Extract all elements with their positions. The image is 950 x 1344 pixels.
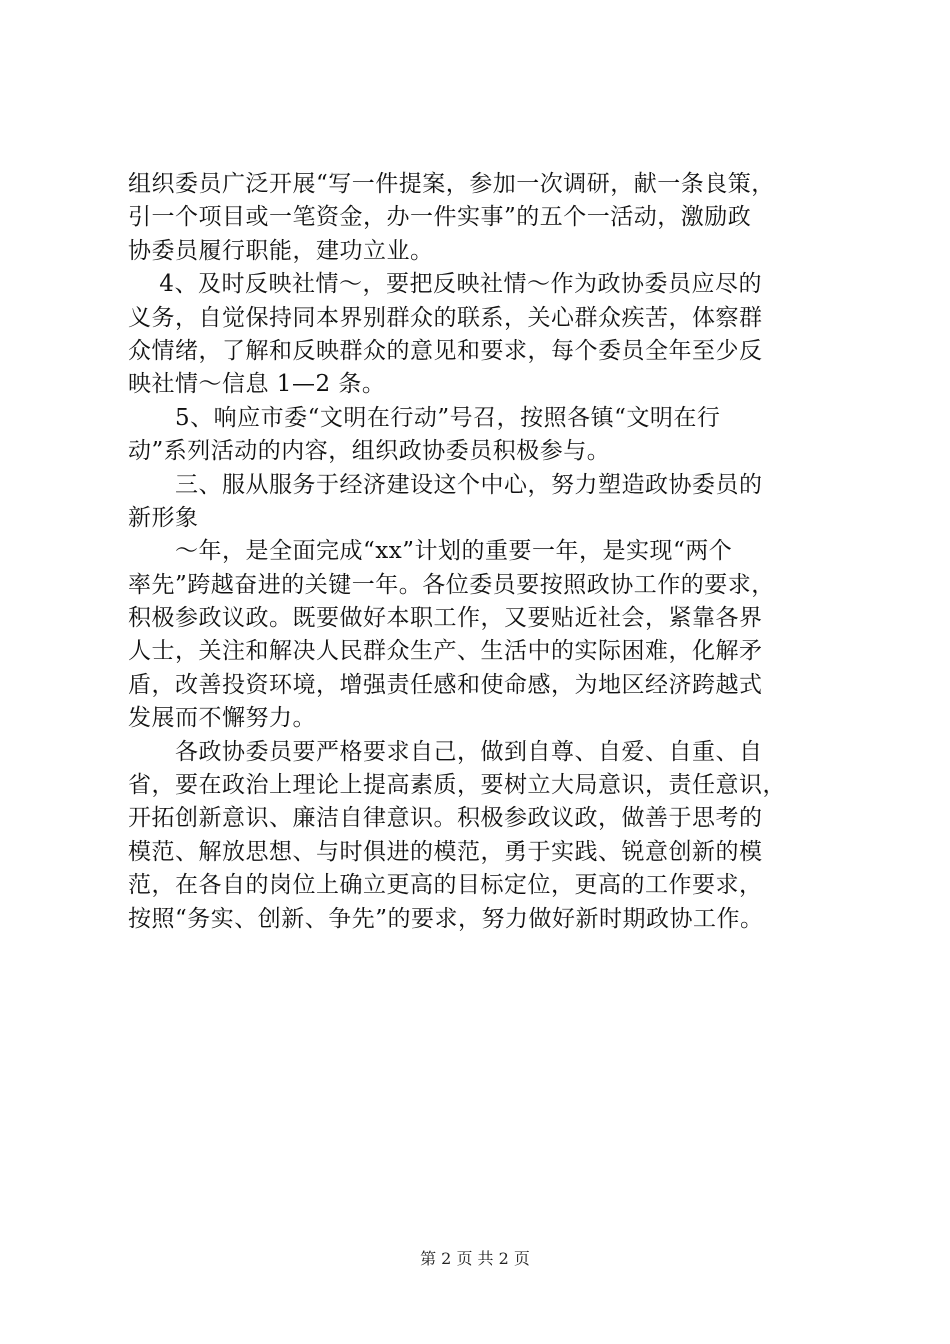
text-line: 动”系列活动的内容，组织政协委员积极参与。: [128, 438, 611, 465]
text-line: 引一个项目或一笔资金，办一件实事”的五个一活动，激励政: [128, 204, 752, 231]
text-line: ～年，是全面完成“xx”计划的重要一年，是实现“两个: [128, 538, 733, 565]
text-line: 4、及时反映社情～，要把反映社情～作为政协委员应尽的: [128, 271, 762, 298]
text-line: 各政协委员要严格要求自己，做到自尊、自爱、自重、自: [128, 738, 763, 765]
text-line: 积极参政议政。既要做好本职工作，又要贴近社会，紧靠各界: [128, 605, 763, 632]
text-line: 按照“务实、创新、争先”的要求，努力做好新时期政协工作。: [128, 905, 764, 932]
text-line: 范，在各自的岗位上确立更高的目标定位，更高的工作要求，: [128, 872, 763, 899]
text-line: 率先”跨越奋进的关键一年。各位委员要按照政协工作的要求，: [128, 571, 775, 598]
text-line: 开拓创新意识、廉洁自律意识。积极参政议政，做善于思考的: [128, 805, 763, 832]
text-line: 省，要在政治上理论上提高素质，要树立大局意识，责任意识，: [128, 772, 786, 799]
text-line: 发展而不懈努力。: [128, 705, 316, 732]
text-line: 协委员履行职能，建功立业。: [128, 237, 434, 264]
text-line: 人士，关注和解决人民群众生产、生活中的实际困难，化解矛: [128, 638, 763, 665]
section-heading-line: 三、服从服务于经济建设这个中心，努力塑造政协委员的: [128, 471, 763, 498]
text-line: 义务，自觉保持同本界别群众的联系，关心群众疾苦，体察群: [128, 304, 763, 331]
text-line: 众情绪，了解和反映群众的意见和要求，每个委员全年至少反: [128, 337, 763, 364]
section-heading-line: 新形象: [128, 504, 199, 531]
text-line: 映社情～信息 1—2 条。: [128, 371, 386, 398]
text-line: 5、响应市委“文明在行动”号召，按照各镇“文明在行: [128, 404, 721, 431]
text-line: 模范、解放思想、与时俱进的模范，勇于实践、锐意创新的模: [128, 838, 763, 865]
text-line: 组织委员广泛开展“写一件提案，参加一次调研，献一条良策，: [128, 171, 775, 197]
page-number-footer: 第 2 页 共 2 页: [420, 1249, 530, 1268]
text-line: 盾，改善投资环境，增强责任感和使命感，为地区经济跨越式: [128, 671, 763, 698]
body-text: [128, 168, 838, 936]
